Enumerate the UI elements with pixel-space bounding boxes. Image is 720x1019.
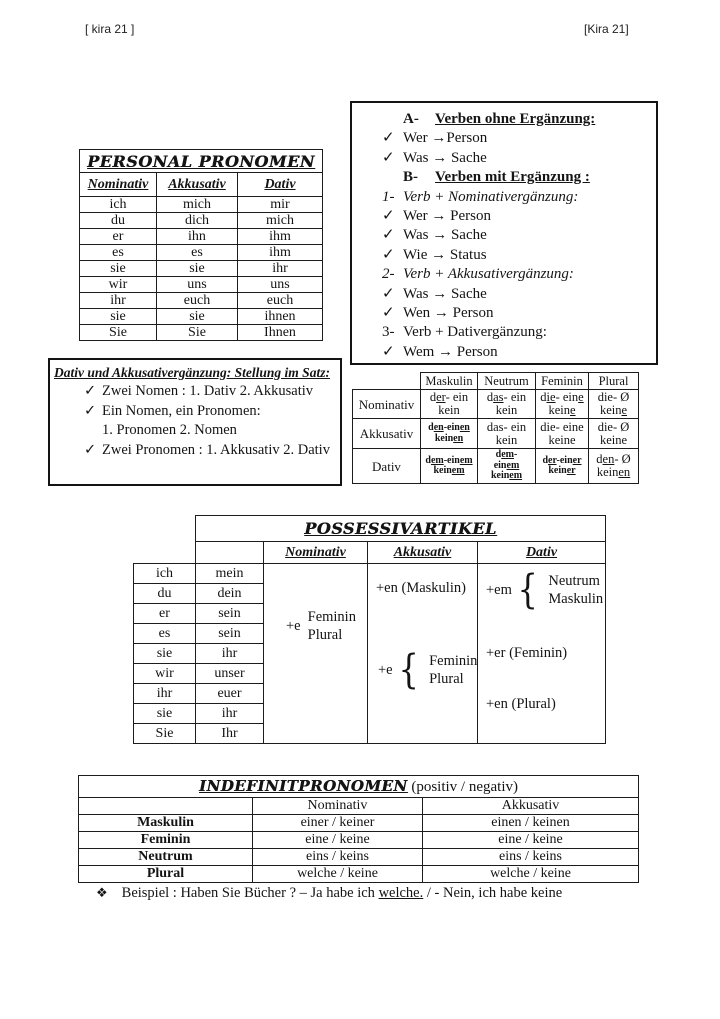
dativ-akkusativ-rule-box — [48, 358, 342, 486]
possessiv-header-dativ: Dativ — [478, 542, 606, 564]
table-cell: den-einen keinen — [421, 419, 478, 449]
table-cell: dem-einem keinem — [421, 449, 478, 484]
table-cell: ihr — [80, 293, 157, 309]
empty-cell — [196, 542, 264, 564]
table-row — [80, 245, 323, 261]
check-icon: ✓ — [382, 208, 395, 225]
check-icon: ✓ — [382, 149, 395, 166]
table-cell: das- ein kein — [478, 390, 536, 419]
possessivartikel-table — [133, 515, 606, 744]
row-label: Dativ — [353, 449, 421, 484]
table-cell: einen / keinen — [423, 815, 639, 832]
indefinitpronomen-table — [78, 775, 639, 883]
verbs-line: A- Verben ohne Ergänzung: — [352, 110, 656, 129]
table-row — [79, 798, 639, 815]
verbs-line: ✓ Wie → Status — [352, 246, 656, 265]
table-cell: sie — [157, 309, 238, 325]
verbs-line: B- Verben mit Ergänzung : — [352, 168, 656, 187]
table-row — [79, 815, 639, 832]
table-cell: sie — [157, 261, 238, 277]
table-cell: der-einer keiner — [536, 449, 589, 484]
table-row — [79, 866, 639, 883]
table-cell: mir — [238, 197, 323, 213]
row-label: Plural — [79, 866, 253, 883]
brace-glyph: { — [517, 567, 538, 613]
row-label: Maskulin — [79, 815, 253, 832]
table-row — [80, 309, 323, 325]
rule-box-title: Dativ und Akkusativergänzung: Stellung im Satz: — [54, 365, 330, 380]
personal-pronomen-table — [79, 149, 323, 341]
table-row — [353, 419, 639, 449]
table-row — [80, 325, 323, 341]
possessiv-dativ-cell: +em { Neutrum Maskulin +er (Feminin) +en (Plural) — [478, 564, 606, 744]
table-cell: die- Ø keine — [589, 390, 639, 419]
table-cell: ihm — [238, 229, 323, 245]
pronoun-cell: sie — [134, 704, 196, 724]
ending-label: +e — [378, 662, 393, 678]
table-cell: uns — [238, 277, 323, 293]
possessive-cell: ihr — [196, 704, 264, 724]
row-label: Akkusativ — [353, 419, 421, 449]
table-cell: es — [157, 245, 238, 261]
table-cell: welche / keine — [253, 866, 423, 883]
check-icon: ✓ — [84, 402, 97, 419]
table-cell: Ihnen — [238, 325, 323, 341]
rule-line: ✓ Zwei Pronomen : 1. Akkusativ 2. Dativ — [50, 441, 340, 461]
ending-label: +en (Maskulin) — [376, 580, 466, 596]
possessiv-akkusativ-cell: +en (Maskulin) +e { Feminin Plural — [368, 564, 478, 744]
list-marker: A- — [403, 111, 419, 127]
table-cell: ich — [80, 197, 157, 213]
table-row — [353, 390, 639, 419]
table-row — [353, 449, 639, 484]
table-cell: die- Ø keine — [589, 419, 639, 449]
table-cell: ihm — [238, 245, 323, 261]
personal-header-akkusativ: Akkusativ — [157, 173, 238, 197]
rule-line: ✓ Zwei Nomen : 1. Dativ 2. Akkusativ — [50, 382, 340, 402]
indefinit-header-nominativ: Nominativ — [253, 798, 423, 815]
row-label: Neutrum — [79, 849, 253, 866]
table-row — [80, 197, 323, 213]
table-cell: dich — [157, 213, 238, 229]
table-cell: Sie — [80, 325, 157, 341]
table-cell: er — [80, 229, 157, 245]
brace-glyph: { — [398, 647, 419, 693]
table-cell: eine / keine — [423, 832, 639, 849]
table-cell: ihn — [157, 229, 238, 245]
possessiv-header-nominativ: Nominativ — [264, 542, 368, 564]
table-cell: eins / keins — [423, 849, 639, 866]
pronoun-cell: ich — [134, 564, 196, 584]
beispiel-text: Beispiel : Haben Sie Bücher ? – Ja habe ich welche. / - Nein, ich habe keine — [121, 885, 563, 901]
verbs-line: ✓ Wem → Person — [352, 343, 656, 362]
empty-cell — [79, 798, 253, 815]
table-cell: eine / keine — [253, 832, 423, 849]
possessive-cell: ihr — [196, 644, 264, 664]
personal-header-dativ: Dativ — [238, 173, 323, 197]
possessive-cell: sein — [196, 604, 264, 624]
verbs-line: 3- Verb + Dativergänzung: — [352, 323, 656, 342]
table-cell: Sie — [157, 325, 238, 341]
personal-header-nominativ: Nominativ — [80, 173, 157, 197]
table-cell: die- eine keine — [536, 419, 589, 449]
possessiv-header-akkusativ: Akkusativ — [368, 542, 478, 564]
table-cell: mich — [157, 197, 238, 213]
possessive-cell: mein — [196, 564, 264, 584]
indefinit-title-cell — [79, 776, 639, 798]
header-right: [Kira 21] — [584, 22, 629, 36]
table-cell: euch — [238, 293, 323, 309]
possessive-cell: Ihr — [196, 724, 264, 744]
beispiel-note — [96, 885, 562, 902]
table-cell: einer / keiner — [253, 815, 423, 832]
pronoun-cell: es — [134, 624, 196, 644]
pronoun-cell: Sie — [134, 724, 196, 744]
pronoun-cell: du — [134, 584, 196, 604]
rule-line: ✓ Ein Nomen, ein Pronomen: — [50, 402, 340, 422]
article-declension-table — [352, 372, 639, 484]
indefinit-title-suffix: (positiv / negativ) — [407, 778, 518, 795]
verbs-rules-box — [350, 101, 658, 365]
declension-header-feminin: Feminin — [536, 373, 589, 390]
table-cell: eins / keins — [253, 849, 423, 866]
table-row — [80, 229, 323, 245]
possessive-cell: dein — [196, 584, 264, 604]
check-icon: ✓ — [84, 383, 97, 399]
pronoun-cell: wir — [134, 664, 196, 684]
ending-label: +e — [286, 618, 301, 634]
check-icon: ✓ — [382, 130, 395, 147]
ending-label: +er (Feminin) — [486, 645, 568, 661]
table-cell: die- eine keine — [536, 390, 589, 419]
table-cell: euch — [157, 293, 238, 309]
row-label: Nominativ — [353, 390, 421, 419]
verbs-line: ✓ Was → Sache — [352, 149, 656, 168]
rule-line: 1. Pronomen 2. Nomen — [102, 422, 237, 438]
table-row — [79, 849, 639, 866]
possessive-cell: euer — [196, 684, 264, 704]
ending-label: +en (Plural) — [486, 696, 556, 712]
verbs-line: ✓ Wer →Person — [352, 129, 656, 148]
ending-label: +em — [486, 582, 512, 598]
declension-header-neutrum: Neutrum — [478, 373, 536, 390]
corner-cell — [134, 542, 196, 564]
table-cell: wir — [80, 277, 157, 293]
indefinit-title: INDEFINITPRONOMEN — [199, 776, 408, 795]
header-left: [ kira 21 ] — [85, 22, 135, 36]
table-cell: dem- einem keinem — [478, 449, 536, 484]
pronoun-cell: ihr — [134, 684, 196, 704]
table-cell: welche / keine — [423, 866, 639, 883]
verbs-line: ✓ Wer → Person — [352, 207, 656, 226]
corner-cell — [134, 516, 196, 542]
table-row — [80, 293, 323, 309]
table-cell: ihr — [238, 261, 323, 277]
table-cell: den- Ø keinen — [589, 449, 639, 484]
declension-header-maskulin: Maskulin — [421, 373, 478, 390]
table-cell: mich — [238, 213, 323, 229]
table-row — [80, 213, 323, 229]
check-icon: ✓ — [84, 441, 97, 458]
table-cell: der- ein kein — [421, 390, 478, 419]
table-cell: sie — [80, 261, 157, 277]
possessivartikel-title: POSSESSIVARTIKEL — [196, 516, 606, 542]
check-icon: ✓ — [382, 305, 395, 322]
table-cell: das- ein kein — [478, 419, 536, 449]
possessive-cell: sein — [196, 624, 264, 644]
list-marker: 3- — [382, 324, 395, 341]
table-row — [134, 564, 606, 584]
indefinit-header-akkusativ: Akkusativ — [423, 798, 639, 815]
verbs-line: ✓ Was → Sache — [352, 226, 656, 245]
table-cell: es — [80, 245, 157, 261]
check-icon: ✓ — [382, 227, 395, 244]
verbs-line: 1- Verb + Nominativergänzung: — [352, 188, 656, 207]
table-row — [80, 261, 323, 277]
table-row — [79, 832, 639, 849]
table-cell: du — [80, 213, 157, 229]
pronoun-cell: er — [134, 604, 196, 624]
personal-pronomen-title: PERSONAL PRONOMEN — [80, 150, 323, 173]
list-marker: 2- — [382, 266, 395, 283]
table-cell: sie — [80, 309, 157, 325]
verbs-line: ✓ Was → Sache — [352, 285, 656, 304]
check-icon: ✓ — [382, 246, 395, 263]
diamond-bullet-icon: ❖ — [96, 885, 108, 900]
table-cell: uns — [157, 277, 238, 293]
verbs-line: ✓ Wen → Person — [352, 304, 656, 323]
list-marker: B- — [403, 169, 418, 186]
pronoun-cell: sie — [134, 644, 196, 664]
corner-cell — [353, 373, 421, 390]
row-label: Feminin — [79, 832, 253, 849]
possessive-cell: unser — [196, 664, 264, 684]
table-row — [80, 277, 323, 293]
table-cell: ihnen — [238, 309, 323, 325]
verbs-line: 2- Verb + Akkusativergänzung: — [352, 265, 656, 284]
check-icon: ✓ — [382, 343, 395, 360]
declension-header-plural: Plural — [589, 373, 639, 390]
possessiv-nominativ-cell: +e Feminin Plural — [264, 564, 368, 744]
check-icon: ✓ — [382, 285, 395, 302]
list-marker: 1- — [382, 188, 395, 205]
